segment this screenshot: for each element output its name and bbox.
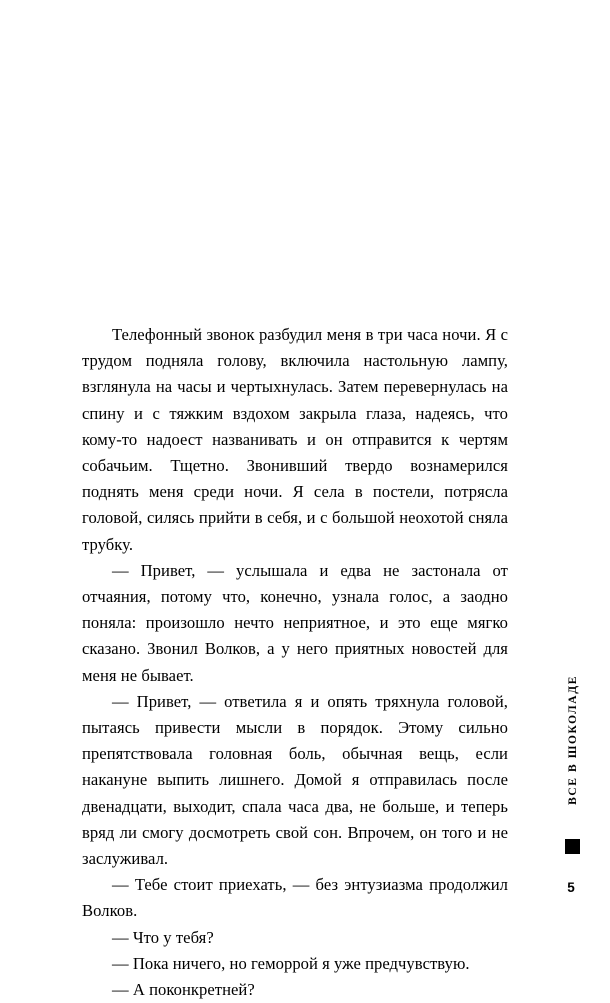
paragraph: — Что у тебя? xyxy=(112,927,214,947)
thumb-index-mark xyxy=(565,839,580,854)
paragraph: — Привет, — ответила я и опять тряхнула головой, пытаясь привести мысли в порядок. Этому сильно препятствовала головная боль, обычная вещь, если накануне выпить лишнего. Домой я отправилась после двенадцати, выходит, спала часа два, не больше, и теперь вряд ли смогу досмотреть свой сон. Впрочем, он того и не заслуживал. xyxy=(82,691,508,869)
paragraph: — Тебе стоит приехать, — без энтузиазма продолжил Волков. xyxy=(82,875,508,921)
running-title-text: ВСЕ В ШОКОЛАДЕ xyxy=(567,675,579,805)
running-title-vertical xyxy=(560,655,586,825)
paragraph: — Пока ничего, но геморрой я уже предчувствую. xyxy=(112,953,470,973)
page-number: 5 xyxy=(567,880,575,895)
paragraph: Телефонный звонок разбудил меня в три часа ночи. Я с трудом подняла голову, включила настольную лампу, взглянула на часы и чертыхнулась. Затем перевернулась на спину и с тяжким вздохом закрыла глаза, надеясь, что кому-то надоест названивать и он отправится к чертям собачьим. Тщетно. Звонивший твердо вознамерился поднять меня среди ночи. Я села в постели, потрясла головой, силясь прийти в себя, и с большой неохотой сняла трубку. xyxy=(82,325,508,554)
paragraph: — А поконкретней? xyxy=(112,980,255,1000)
paragraph: — Привет, — услышала и едва не застонала от отчаяния, потому что, конечно, узнала голос, а заодно поняла: произошло нечто неприятное, и это еще мягко сказано. Звонил Волков, а у него приятных новостей для меня не бывает. xyxy=(82,560,508,685)
body-text xyxy=(82,322,508,1003)
